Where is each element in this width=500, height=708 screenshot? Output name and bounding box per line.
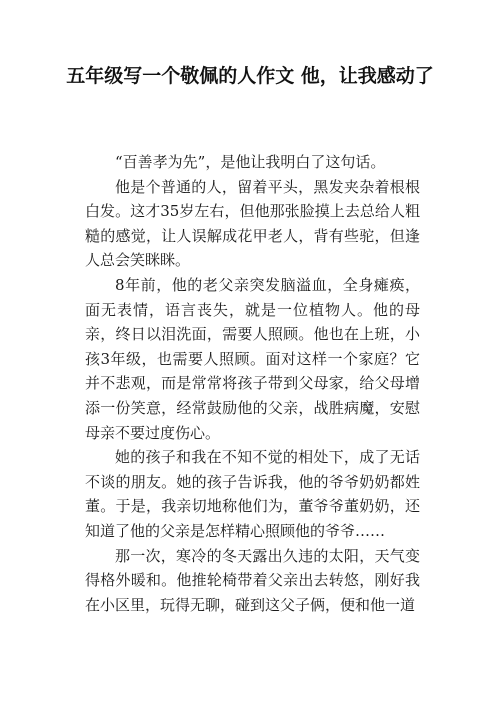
document-title: 五年级写一个敬佩的人作文 他，让我感动了 bbox=[66, 65, 434, 87]
paragraph-1: “百善孝为先”，是他让我明白了这句话。 bbox=[115, 153, 386, 171]
paragraph-2: 他是个普通的人，留着平头，黑发夹杂着根根白发。这才35岁左右，但他那张脸摸上去总给人粗糙的感觉，让人误解成花甲老人，背有些驼，但逢人总会笑眯眯。 bbox=[85, 177, 420, 270]
paragraph-3: 8年前，他的老父亲突发脑溢血，全身瘫痪，面无表情，语言丧失，就是一位植物人。他的母亲，终日以泪洗面，需要人照顾。他也在上班，小孩3年级，也需要人照顾。面对这样一个家庭？它并不悲观，而是常常将孩子带到父母家，给父母增添一份笑意，经常鼓励他的父亲，战胜病魔，安慰母亲不要过度伤心。 bbox=[85, 275, 420, 442]
document-body bbox=[85, 150, 420, 617]
paragraph-4: 她的孩子和我在不知不觉的相处下，成了无话不谈的朋友。她的孩子告诉我，他的爷爷奶奶都姓董。于是，我亲切地称他们为，董爷爷董奶奶，还知道了他的父亲是怎样精心照顾他的爷爷…… bbox=[85, 448, 420, 540]
paragraph-5: 那一次，寒冷的冬天露出久违的太阳，天气变得格外暖和。他推轮椅带着父亲出去转悠，刚好我在小区里，玩得无聊，碰到这父子俩，便和他一道 bbox=[85, 546, 420, 614]
